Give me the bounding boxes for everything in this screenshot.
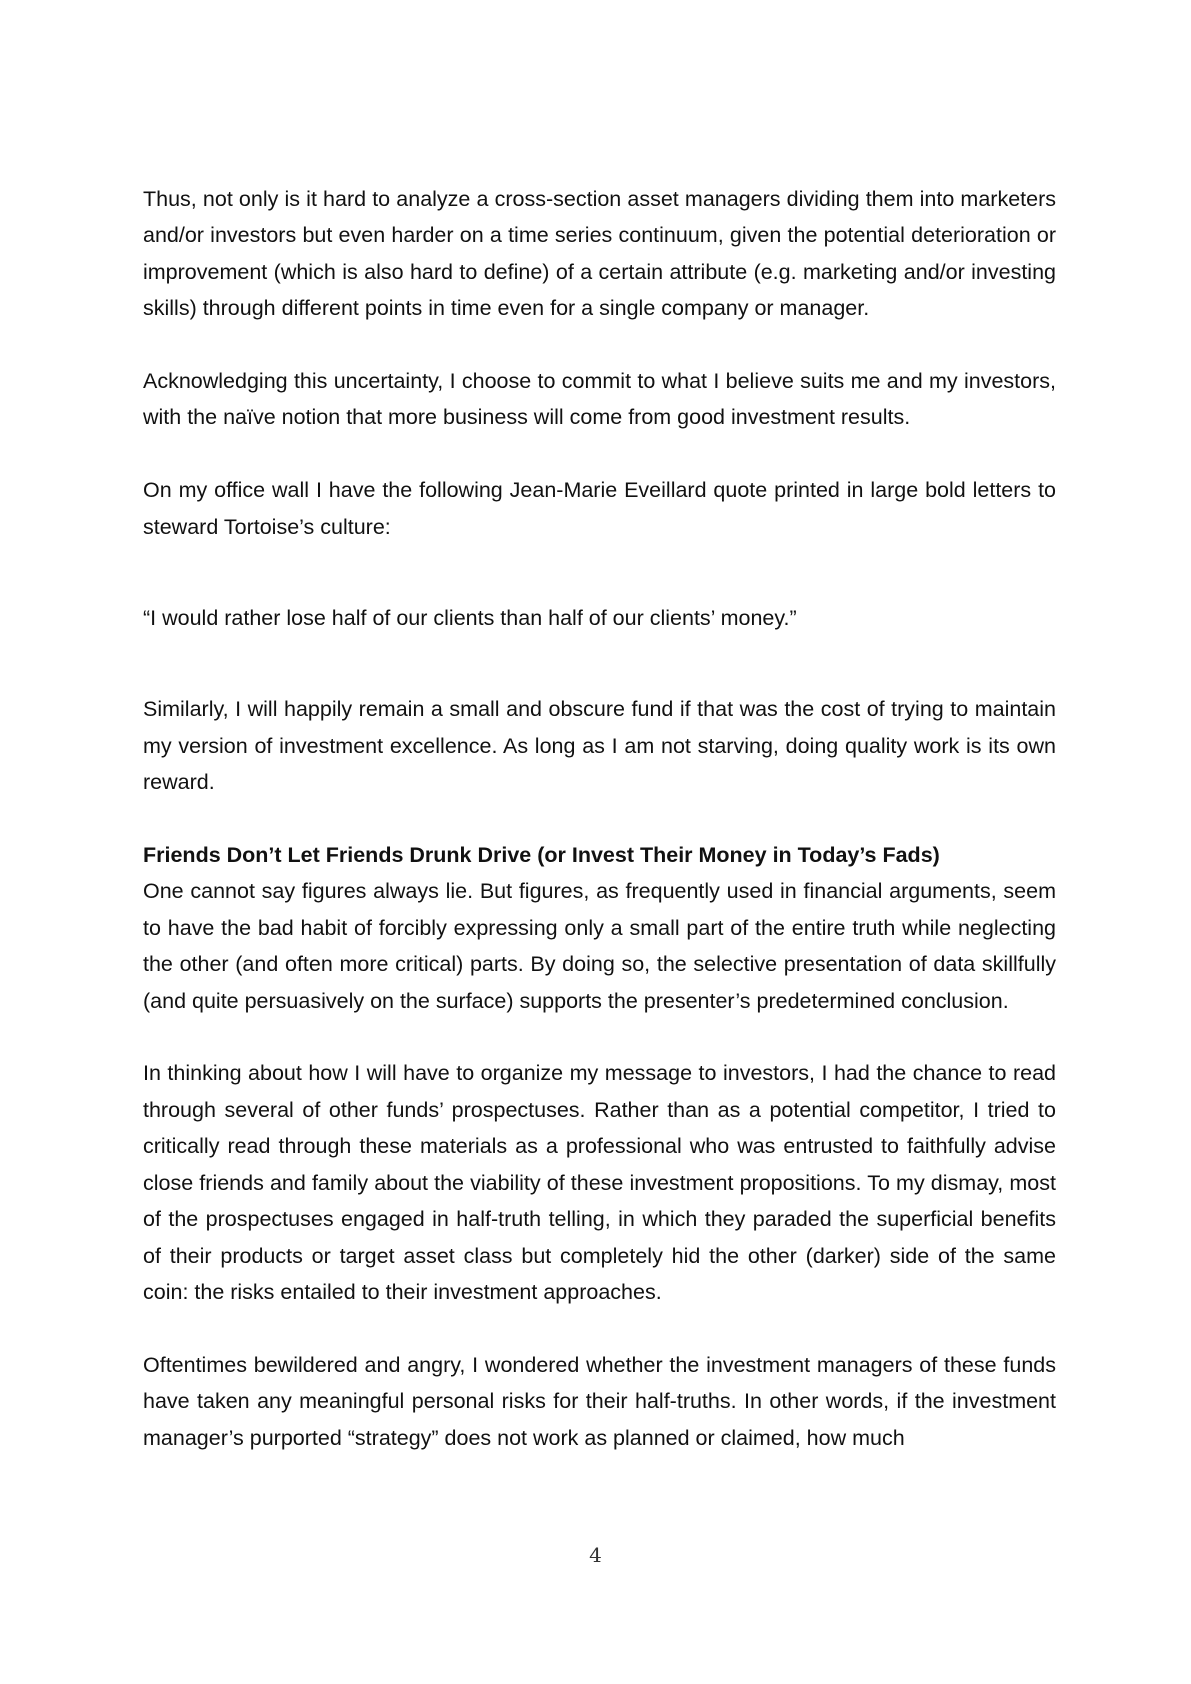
- paragraph-5: One cannot say figures always lie. But figures, as frequently used in financial arguments, seem to have the bad habit of forcibly expressing only a small part of the entire truth while neglecting the other (and often more critical) parts. By doing so, the selective presentation of data skillfully (and quite persuasively on the surface) supports the presenter’s predetermined conclusion.: [143, 879, 1056, 1013]
- quote: “I would rather lose half of our clients than half of our clients’ money.”: [143, 606, 797, 631]
- paragraph-1: Thus, not only is it hard to analyze a cross-section asset managers dividing them into marketers and/or investors but even harder on a time series continuum, given the potential deterioration or improvement (which is also hard to define) of a certain attribute (e.g. marketing and/or investing skills) through different points in time even for a single company or manager.: [143, 187, 1056, 321]
- paragraph-7: Oftentimes bewildered and angry, I wondered whether the investment managers of these funds have taken any meaningful personal risks for their half-truths. In other words, if the investment manager’s purported “strategy” does not work as planned or claimed, how much: [143, 1352, 1056, 1450]
- page-number: 4: [589, 1543, 602, 1567]
- paragraph-2: Acknowledging this uncertainty, I choose to commit to what I believe suits me and my investors, with the naïve notion that more business will come from good investment results.: [143, 369, 1056, 430]
- page-body: [143, 181, 1056, 1456]
- paragraph-6: In thinking about how I will have to organize my message to investors, I had the chance to read through several of other funds’ prospectuses. Rather than as a potential competitor, I tried to critically read through these materials as a professional who was entrusted to faithfully advise close friends and family about the viability of these investment propositions. To my dismay, most of the prospectuses engaged in half-truth telling, in which they paraded the superficial benefits of their products or target asset class but completely hid the other (darker) side of the same coin: the risks entailed to their investment approaches.: [143, 1061, 1056, 1304]
- section-heading: Friends Don’t Let Friends Drunk Drive (or Invest Their Money in Today’s Fads): [143, 843, 940, 868]
- paragraph-4: Similarly, I will happily remain a small and obscure fund if that was the cost of trying to maintain my version of investment excellence. As long as I am not starving, doing quality work is its own reward.: [143, 697, 1056, 795]
- paragraph-3: On my office wall I have the following Jean-Marie Eveillard quote printed in large bold letters to steward Tortoise’s culture:: [143, 478, 1056, 539]
